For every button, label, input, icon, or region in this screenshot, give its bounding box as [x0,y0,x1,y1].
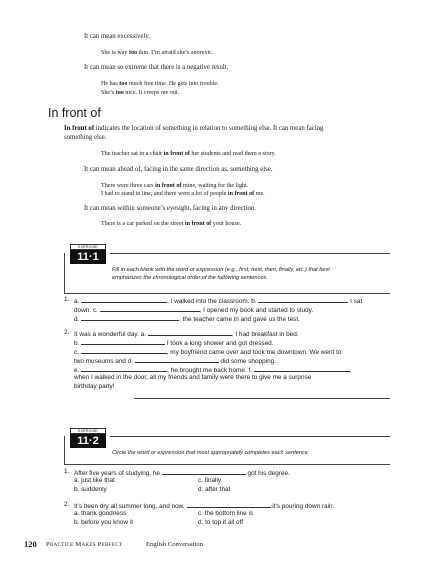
example-three-cars: There were three cars in front of mine, waiting for the light. [101,183,249,189]
exercise1-instructions-2: emphasizes the chronological order of the following sentences. [112,275,268,281]
intro-line-1: In front of indicates the location of something in relation to something else. It can mean facing [64,125,324,132]
ex2-q2-option-d[interactable]: d. to top it all off [198,519,243,526]
ex1-q2-line7: birthday party! [74,383,115,390]
ex1-q2-line1: It was a wonderful day. a. , I had breakfast in bed. [74,331,299,338]
exercise2-left-rule [64,436,65,464]
exercise1-badge-number: 11·1 [70,250,106,264]
ex1-q1-blank-d[interactable] [81,314,179,321]
ex2-q1-option-d[interactable]: d. after that [198,486,231,493]
example-too-nice: She’s too nice. It creeps me out. [101,90,180,96]
ex1-q2-blank-e[interactable] [81,365,167,372]
ex1-q1-line3: d. , the teacher came in and gave us the test. [74,316,300,323]
example-free-time: He has too much free time. He gets into trouble. [101,81,219,87]
ex2-q1-blank[interactable] [162,468,246,475]
ex1-q2-number: 2. [64,329,70,336]
exercise1-top-rule [110,253,390,254]
ex1-q1-blank-c[interactable] [100,305,200,312]
book-title: English Conversation [146,541,203,548]
usage-negative-result: It can mean so extreme that there is a negative result. [84,64,229,71]
exercise2-instructions: Circle the word or expression that most appropriately completes each sentence. [112,450,310,456]
ex1-q2-line4: two museums and d. did some shopping. [74,358,276,365]
ex1-q1-blank-b[interactable] [258,296,348,303]
exercise1-badge [70,244,106,266]
ex1-q1-line2: down. c. , I opened my book and started to study. [74,307,314,314]
ex1-q2-blank-f[interactable] [254,365,350,372]
example-stand-in-line: I had to stand in line, and there were a lot of people in front of me. [101,191,265,197]
ex2-q2-option-c[interactable]: c. the bottom line is [198,510,254,517]
exercise2-top-rule [110,436,390,437]
ex1-q2-line6: when I walked in the door, all my friends and family were there to give me a surprise [74,374,312,381]
exercise1-badge-label: EXERCISE [70,244,106,250]
example-teacher: The teacher sat in a chair in front of her students and read them a story. [101,151,276,157]
book-series-name: Practice Makes Perfect [46,541,123,548]
ex2-q1-stem: After five years of studying, he got his degree. [74,470,290,477]
exercise1-left-rule [64,253,65,293]
exercise1-bottom-rule [64,293,390,294]
ex2-q2-option-a[interactable]: a. thank goodness [74,510,127,517]
usage-eyesight: It can mean within someone’s eyesight, facing in any direction. [84,205,256,212]
intro-line-2: something else. [64,134,107,141]
ex2-q2-stem: It’s been dry all summer long, and now, it’s pouring down rain. [74,503,335,510]
page-number: 120 [24,539,37,549]
ex2-q1-number: 1. [64,468,70,475]
exercise2-bottom-rule [64,464,390,465]
ex2-q1-option-b[interactable]: b. suddenly [74,486,107,493]
example-car-parked: There is a car parked on the street in front of your house. [101,221,242,227]
ex1-q2-blank-c[interactable] [81,347,167,354]
ex2-q1-option-a[interactable]: a. just like that [74,477,115,484]
exercise1-instructions-1: Fill in each blank with the word or expression (e.g., first, next, then, finally, etc.) that best [112,267,330,273]
usage-ahead-of: It can mean ahead of, facing in the same direction as, something else. [84,166,273,173]
ex1-q2-line3: c. , my boyfriend came over and took me downtown. We went to [74,349,342,356]
section-heading: In front of [48,106,101,120]
ex1-q1-line1: a. , I walked into the classroom. b. I sat [74,298,363,305]
ex1-q2-blank-a[interactable] [148,329,232,336]
ex1-q2-line2: b. I took a long shower and got dressed. [74,340,274,347]
exercise2-badge-number: 11·2 [70,434,106,448]
example-too-thin: She is way too thin. I’m afraid she’s anorexic. [101,50,214,56]
exercise1-end-rule [134,398,390,399]
usage-excessively: It can mean excessively. [84,33,150,40]
ex2-q2-blank[interactable] [187,501,271,508]
ex2-q2-number: 2. [64,501,70,508]
ex1-q2-blank-d[interactable] [135,356,219,363]
ex1-q1-blank-a[interactable] [81,296,167,303]
exercise2-badge [70,428,106,450]
ex1-q1-number: 1. [64,296,70,303]
ex1-q2-line5: e. , he brought me back home. f. , [74,367,352,374]
exercise2-badge-label: EXERCISE [70,428,106,434]
ex2-q1-option-c[interactable]: c. finally [198,477,222,484]
ex1-q2-blank-b[interactable] [81,338,165,345]
ex2-q2-option-b[interactable]: b. before you know it [74,519,133,526]
